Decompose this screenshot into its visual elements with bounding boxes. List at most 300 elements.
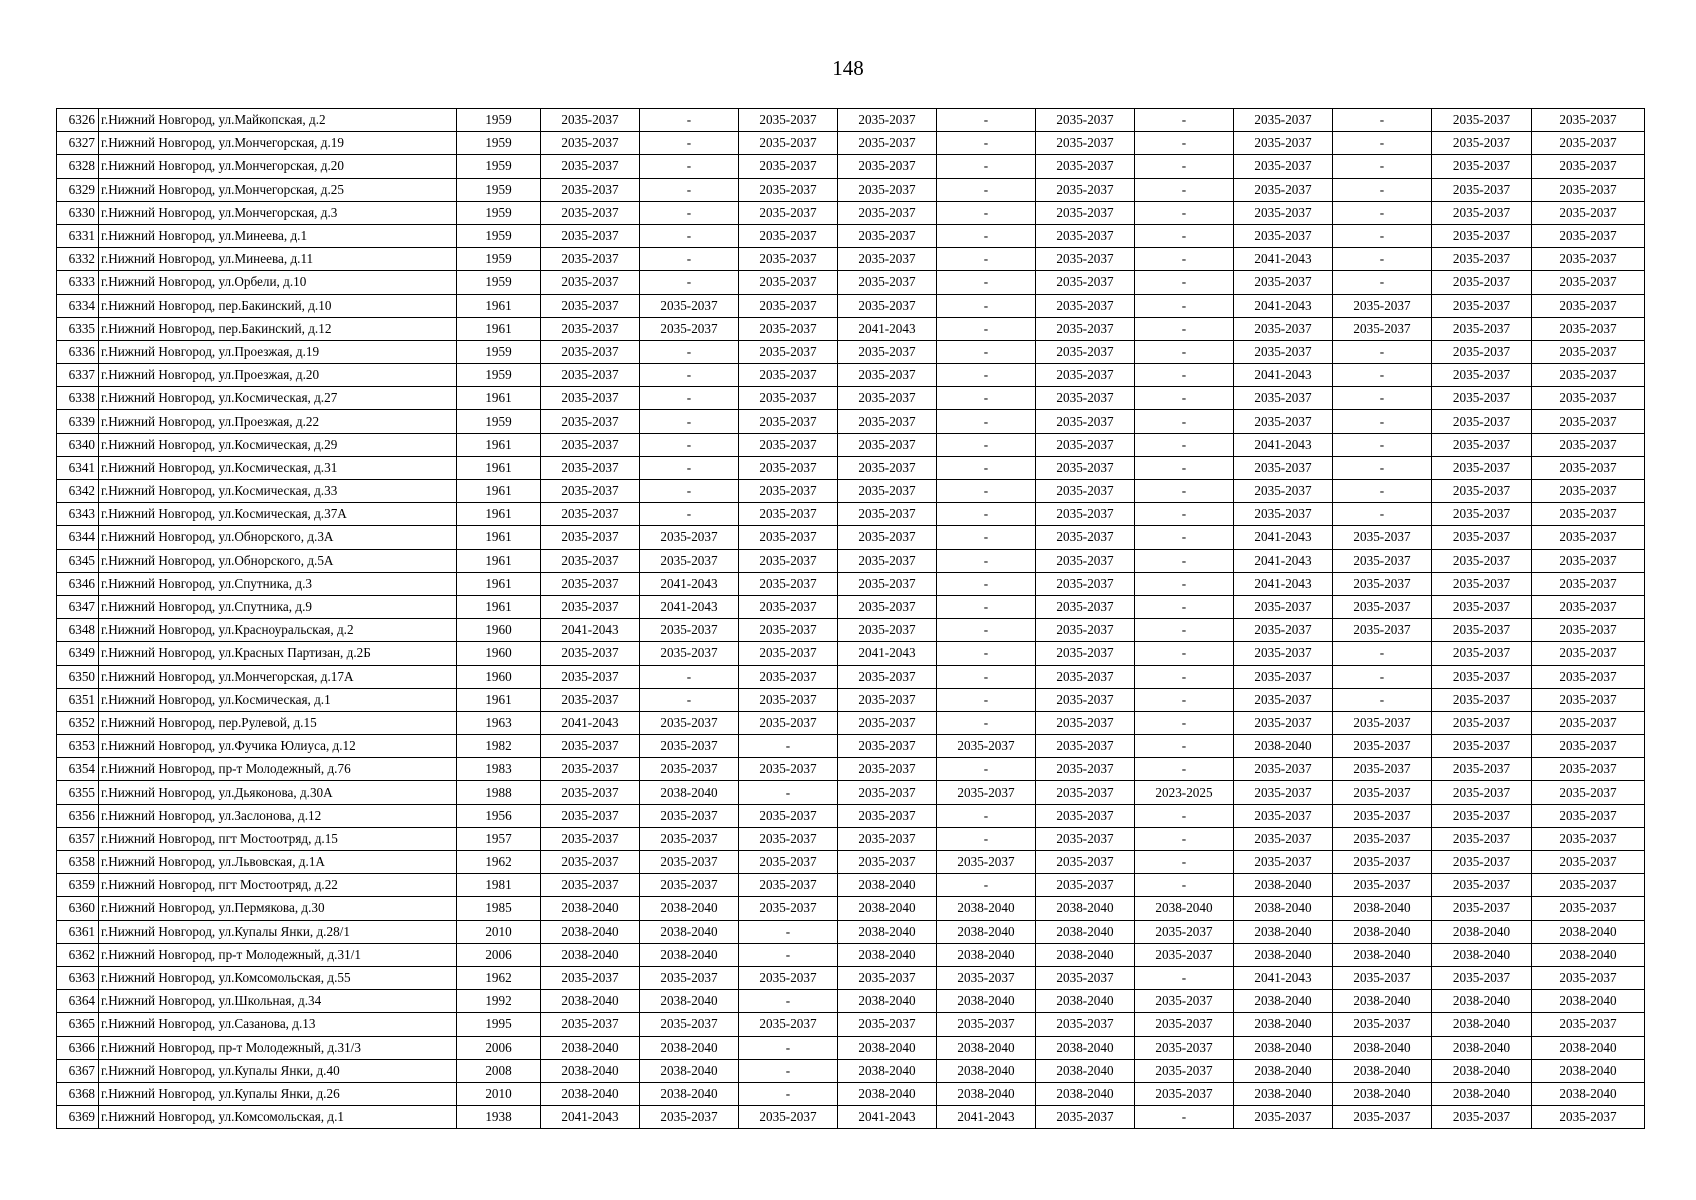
cell-row-number: 6357 xyxy=(57,827,99,850)
cell-row-number: 6336 xyxy=(57,340,99,363)
cell-term-11: 2035-2037 xyxy=(1532,201,1645,224)
cell-row-number: 6354 xyxy=(57,758,99,781)
cell-term-7: - xyxy=(1135,572,1234,595)
cell-term-4: 2038-2040 xyxy=(838,897,937,920)
cell-build-year: 1961 xyxy=(457,526,541,549)
cell-term-4: 2035-2037 xyxy=(838,201,937,224)
cell-term-1: 2035-2037 xyxy=(541,735,640,758)
cell-term-9: 2035-2037 xyxy=(1333,781,1432,804)
cell-term-1: 2041-2043 xyxy=(541,619,640,642)
cell-term-7: - xyxy=(1135,665,1234,688)
cell-term-5: - xyxy=(937,503,1036,526)
cell-term-2: 2035-2037 xyxy=(640,317,739,340)
cell-term-2: - xyxy=(640,387,739,410)
cell-term-10: 2035-2037 xyxy=(1432,387,1532,410)
cell-term-8: 2035-2037 xyxy=(1234,758,1333,781)
cell-term-4: 2035-2037 xyxy=(838,851,937,874)
cell-row-number: 6337 xyxy=(57,364,99,387)
cell-term-6: 2035-2037 xyxy=(1036,178,1135,201)
cell-address: г.Нижний Новгород, ул.Мончегорская, д.20 xyxy=(99,155,457,178)
cell-term-10: 2035-2037 xyxy=(1432,804,1532,827)
cell-term-7: - xyxy=(1135,178,1234,201)
cell-term-11: 2035-2037 xyxy=(1532,1013,1645,1036)
cell-term-8: 2038-2040 xyxy=(1234,1059,1333,1082)
cell-term-7: - xyxy=(1135,1106,1234,1129)
cell-term-10: 2035-2037 xyxy=(1432,224,1532,247)
cell-term-6: 2035-2037 xyxy=(1036,1106,1135,1129)
cell-term-7: - xyxy=(1135,804,1234,827)
cell-row-number: 6362 xyxy=(57,943,99,966)
cell-term-2: - xyxy=(640,201,739,224)
cell-term-5: - xyxy=(937,758,1036,781)
cell-term-6: 2035-2037 xyxy=(1036,480,1135,503)
cell-row-number: 6364 xyxy=(57,990,99,1013)
cell-term-11: 2035-2037 xyxy=(1532,1106,1645,1129)
cell-build-year: 1961 xyxy=(457,549,541,572)
cell-term-10: 2035-2037 xyxy=(1432,595,1532,618)
cell-term-5: - xyxy=(937,248,1036,271)
table-row xyxy=(57,387,1645,410)
cell-address: г.Нижний Новгород, пер.Рулевой, д.15 xyxy=(99,711,457,734)
cell-term-2: - xyxy=(640,456,739,479)
cell-term-11: 2035-2037 xyxy=(1532,595,1645,618)
cell-term-4: 2035-2037 xyxy=(838,572,937,595)
cell-term-1: 2035-2037 xyxy=(541,271,640,294)
cell-term-5: - xyxy=(937,387,1036,410)
cell-term-10: 2035-2037 xyxy=(1432,433,1532,456)
table-row xyxy=(57,317,1645,340)
cell-term-2: - xyxy=(640,271,739,294)
cell-term-11: 2035-2037 xyxy=(1532,688,1645,711)
cell-term-8: 2035-2037 xyxy=(1234,619,1333,642)
cell-term-8: 2038-2040 xyxy=(1234,874,1333,897)
table-row xyxy=(57,410,1645,433)
cell-term-6: 2035-2037 xyxy=(1036,248,1135,271)
cell-term-1: 2035-2037 xyxy=(541,781,640,804)
cell-term-8: 2041-2043 xyxy=(1234,966,1333,989)
cell-term-8: 2041-2043 xyxy=(1234,364,1333,387)
cell-term-8: 2038-2040 xyxy=(1234,1036,1333,1059)
cell-term-5: - xyxy=(937,595,1036,618)
cell-term-2: 2038-2040 xyxy=(640,943,739,966)
cell-term-5: 2041-2043 xyxy=(937,1106,1036,1129)
cell-term-7: 2035-2037 xyxy=(1135,943,1234,966)
cell-address: г.Нижний Новгород, ул.Обнорского, д.5А xyxy=(99,549,457,572)
cell-term-3: 2035-2037 xyxy=(739,758,838,781)
table-row xyxy=(57,572,1645,595)
cell-build-year: 1961 xyxy=(457,456,541,479)
cell-term-6: 2038-2040 xyxy=(1036,1082,1135,1105)
cell-term-11: 2035-2037 xyxy=(1532,572,1645,595)
cell-term-8: 2035-2037 xyxy=(1234,410,1333,433)
cell-term-4: 2035-2037 xyxy=(838,966,937,989)
cell-build-year: 1961 xyxy=(457,387,541,410)
cell-term-8: 2035-2037 xyxy=(1234,201,1333,224)
cell-term-8: 2035-2037 xyxy=(1234,827,1333,850)
cell-address: г.Нижний Новгород, ул.Проезжая, д.19 xyxy=(99,340,457,363)
cell-term-11: 2038-2040 xyxy=(1532,990,1645,1013)
cell-term-2: 2035-2037 xyxy=(640,851,739,874)
cell-term-10: 2035-2037 xyxy=(1432,1106,1532,1129)
buildings-table xyxy=(56,108,1645,1129)
cell-address: г.Нижний Новгород, ул.Проезжая, д.20 xyxy=(99,364,457,387)
cell-term-10: 2038-2040 xyxy=(1432,920,1532,943)
cell-row-number: 6346 xyxy=(57,572,99,595)
cell-term-1: 2038-2040 xyxy=(541,1082,640,1105)
cell-term-10: 2035-2037 xyxy=(1432,572,1532,595)
cell-address: г.Нижний Новгород, ул.Космическая, д.37А xyxy=(99,503,457,526)
cell-term-7: - xyxy=(1135,201,1234,224)
cell-address: г.Нижний Новгород, ул.Пермякова, д.30 xyxy=(99,897,457,920)
cell-term-2: 2041-2043 xyxy=(640,595,739,618)
cell-row-number: 6329 xyxy=(57,178,99,201)
cell-address: г.Нижний Новгород, ул.Мончегорская, д.17А xyxy=(99,665,457,688)
cell-term-2: - xyxy=(640,665,739,688)
cell-address: г.Нижний Новгород, ул.Майкопская, д.2 xyxy=(99,109,457,132)
cell-build-year: 1959 xyxy=(457,178,541,201)
cell-row-number: 6347 xyxy=(57,595,99,618)
cell-term-2: 2035-2037 xyxy=(640,526,739,549)
cell-term-3: - xyxy=(739,1082,838,1105)
cell-term-1: 2038-2040 xyxy=(541,897,640,920)
table-row xyxy=(57,456,1645,479)
cell-term-11: 2035-2037 xyxy=(1532,155,1645,178)
cell-row-number: 6326 xyxy=(57,109,99,132)
cell-term-8: 2035-2037 xyxy=(1234,271,1333,294)
cell-term-5: - xyxy=(937,526,1036,549)
cell-address: г.Нижний Новгород, пр-т Молодежный, д.31/1 xyxy=(99,943,457,966)
cell-term-4: 2038-2040 xyxy=(838,920,937,943)
cell-address: г.Нижний Новгород, ул.Купалы Янки, д.26 xyxy=(99,1082,457,1105)
cell-term-11: 2035-2037 xyxy=(1532,665,1645,688)
cell-term-2: - xyxy=(640,503,739,526)
cell-term-4: 2035-2037 xyxy=(838,665,937,688)
cell-term-1: 2041-2043 xyxy=(541,1106,640,1129)
cell-term-11: 2035-2037 xyxy=(1532,294,1645,317)
cell-term-7: - xyxy=(1135,735,1234,758)
cell-term-10: 2035-2037 xyxy=(1432,132,1532,155)
cell-term-9: 2038-2040 xyxy=(1333,990,1432,1013)
cell-term-1: 2035-2037 xyxy=(541,549,640,572)
cell-build-year: 2010 xyxy=(457,920,541,943)
cell-term-5: 2035-2037 xyxy=(937,735,1036,758)
cell-row-number: 6359 xyxy=(57,874,99,897)
cell-build-year: 1961 xyxy=(457,480,541,503)
cell-term-2: 2035-2037 xyxy=(640,1013,739,1036)
cell-term-11: 2035-2037 xyxy=(1532,642,1645,665)
cell-row-number: 6366 xyxy=(57,1036,99,1059)
cell-term-8: 2035-2037 xyxy=(1234,711,1333,734)
cell-term-10: 2038-2040 xyxy=(1432,943,1532,966)
cell-row-number: 6352 xyxy=(57,711,99,734)
cell-term-11: 2035-2037 xyxy=(1532,224,1645,247)
cell-term-4: 2038-2040 xyxy=(838,1036,937,1059)
cell-term-8: 2035-2037 xyxy=(1234,503,1333,526)
cell-term-4: 2035-2037 xyxy=(838,526,937,549)
cell-term-6: 2038-2040 xyxy=(1036,920,1135,943)
cell-term-5: - xyxy=(937,456,1036,479)
cell-term-2: - xyxy=(640,433,739,456)
cell-address: г.Нижний Новгород, ул.Львовская, д.1А xyxy=(99,851,457,874)
cell-row-number: 6327 xyxy=(57,132,99,155)
cell-term-2: 2035-2037 xyxy=(640,966,739,989)
cell-term-11: 2035-2037 xyxy=(1532,758,1645,781)
cell-term-5: 2035-2037 xyxy=(937,1013,1036,1036)
cell-term-3: - xyxy=(739,920,838,943)
cell-term-5: - xyxy=(937,155,1036,178)
cell-term-10: 2035-2037 xyxy=(1432,248,1532,271)
cell-build-year: 1959 xyxy=(457,271,541,294)
cell-address: г.Нижний Новгород, ул.Обнорского, д.3А xyxy=(99,526,457,549)
cell-term-5: - xyxy=(937,572,1036,595)
table-row xyxy=(57,943,1645,966)
cell-term-1: 2035-2037 xyxy=(541,201,640,224)
cell-row-number: 6344 xyxy=(57,526,99,549)
cell-term-3: 2035-2037 xyxy=(739,248,838,271)
cell-term-1: 2035-2037 xyxy=(541,642,640,665)
table-row xyxy=(57,480,1645,503)
cell-term-8: 2035-2037 xyxy=(1234,132,1333,155)
cell-term-8: 2041-2043 xyxy=(1234,294,1333,317)
cell-term-8: 2035-2037 xyxy=(1234,642,1333,665)
cell-term-9: 2035-2037 xyxy=(1333,851,1432,874)
cell-term-3: 2035-2037 xyxy=(739,827,838,850)
cell-term-10: 2035-2037 xyxy=(1432,688,1532,711)
cell-row-number: 6340 xyxy=(57,433,99,456)
cell-term-2: 2035-2037 xyxy=(640,549,739,572)
cell-term-2: 2038-2040 xyxy=(640,1082,739,1105)
cell-term-7: - xyxy=(1135,387,1234,410)
cell-term-7: - xyxy=(1135,966,1234,989)
cell-term-9: - xyxy=(1333,155,1432,178)
cell-build-year: 1959 xyxy=(457,224,541,247)
cell-term-3: 2035-2037 xyxy=(739,109,838,132)
cell-term-7: - xyxy=(1135,317,1234,340)
cell-address: г.Нижний Новгород, пер.Бакинский, д.10 xyxy=(99,294,457,317)
cell-term-4: 2038-2040 xyxy=(838,1059,937,1082)
cell-row-number: 6342 xyxy=(57,480,99,503)
cell-row-number: 6335 xyxy=(57,317,99,340)
table-body xyxy=(57,109,1645,1129)
cell-row-number: 6338 xyxy=(57,387,99,410)
cell-term-1: 2035-2037 xyxy=(541,595,640,618)
cell-term-10: 2035-2037 xyxy=(1432,294,1532,317)
cell-term-2: 2035-2037 xyxy=(640,642,739,665)
cell-term-11: 2035-2037 xyxy=(1532,735,1645,758)
cell-term-3: 2035-2037 xyxy=(739,851,838,874)
cell-build-year: 1959 xyxy=(457,109,541,132)
cell-term-1: 2041-2043 xyxy=(541,711,640,734)
table-row xyxy=(57,642,1645,665)
cell-term-1: 2035-2037 xyxy=(541,317,640,340)
cell-address: г.Нижний Новгород, ул.Школьная, д.34 xyxy=(99,990,457,1013)
cell-term-1: 2035-2037 xyxy=(541,503,640,526)
cell-term-10: 2035-2037 xyxy=(1432,758,1532,781)
cell-row-number: 6349 xyxy=(57,642,99,665)
cell-term-8: 2035-2037 xyxy=(1234,317,1333,340)
cell-build-year: 1959 xyxy=(457,364,541,387)
cell-row-number: 6360 xyxy=(57,897,99,920)
cell-term-4: 2035-2037 xyxy=(838,294,937,317)
cell-term-3: 2035-2037 xyxy=(739,549,838,572)
cell-term-1: 2035-2037 xyxy=(541,109,640,132)
cell-row-number: 6361 xyxy=(57,920,99,943)
cell-term-4: 2035-2037 xyxy=(838,688,937,711)
cell-term-3: 2035-2037 xyxy=(739,224,838,247)
cell-term-1: 2038-2040 xyxy=(541,990,640,1013)
table-row xyxy=(57,711,1645,734)
cell-address: г.Нижний Новгород, ул.Космическая, д.1 xyxy=(99,688,457,711)
cell-term-7: - xyxy=(1135,224,1234,247)
cell-build-year: 1959 xyxy=(457,201,541,224)
cell-term-6: 2035-2037 xyxy=(1036,340,1135,363)
cell-build-year: 1961 xyxy=(457,294,541,317)
cell-term-8: 2041-2043 xyxy=(1234,572,1333,595)
cell-address: г.Нижний Новгород, ул.Проезжая, д.22 xyxy=(99,410,457,433)
cell-term-7: - xyxy=(1135,364,1234,387)
cell-term-8: 2035-2037 xyxy=(1234,387,1333,410)
cell-term-1: 2035-2037 xyxy=(541,410,640,433)
cell-term-6: 2035-2037 xyxy=(1036,781,1135,804)
cell-term-7: - xyxy=(1135,711,1234,734)
cell-term-2: 2038-2040 xyxy=(640,781,739,804)
cell-term-10: 2035-2037 xyxy=(1432,549,1532,572)
cell-address: г.Нижний Новгород, ул.Космическая, д.29 xyxy=(99,433,457,456)
cell-term-7: - xyxy=(1135,642,1234,665)
table-row xyxy=(57,758,1645,781)
cell-row-number: 6341 xyxy=(57,456,99,479)
cell-term-3: 2035-2037 xyxy=(739,595,838,618)
cell-term-8: 2038-2040 xyxy=(1234,735,1333,758)
cell-term-7: - xyxy=(1135,503,1234,526)
cell-term-11: 2038-2040 xyxy=(1532,1059,1645,1082)
cell-term-9: 2035-2037 xyxy=(1333,758,1432,781)
cell-term-11: 2035-2037 xyxy=(1532,317,1645,340)
cell-address: г.Нижний Новгород, ул.Красноуральская, д.2 xyxy=(99,619,457,642)
cell-term-6: 2035-2037 xyxy=(1036,874,1135,897)
cell-term-2: - xyxy=(640,248,739,271)
cell-term-8: 2035-2037 xyxy=(1234,688,1333,711)
cell-address: г.Нижний Новгород, ул.Космическая, д.27 xyxy=(99,387,457,410)
cell-term-11: 2035-2037 xyxy=(1532,619,1645,642)
cell-address: г.Нижний Новгород, ул.Фучика Юлиуса, д.12 xyxy=(99,735,457,758)
cell-row-number: 6332 xyxy=(57,248,99,271)
cell-term-1: 2035-2037 xyxy=(541,132,640,155)
cell-term-2: - xyxy=(640,155,739,178)
cell-address: г.Нижний Новгород, пер.Бакинский, д.12 xyxy=(99,317,457,340)
cell-term-5: 2038-2040 xyxy=(937,990,1036,1013)
cell-term-7: - xyxy=(1135,271,1234,294)
cell-term-7: - xyxy=(1135,874,1234,897)
cell-term-9: 2035-2037 xyxy=(1333,317,1432,340)
cell-term-4: 2041-2043 xyxy=(838,317,937,340)
cell-term-4: 2035-2037 xyxy=(838,456,937,479)
cell-term-11: 2035-2037 xyxy=(1532,271,1645,294)
cell-row-number: 6356 xyxy=(57,804,99,827)
cell-term-8: 2035-2037 xyxy=(1234,804,1333,827)
cell-term-8: 2035-2037 xyxy=(1234,781,1333,804)
cell-row-number: 6353 xyxy=(57,735,99,758)
cell-address: г.Нижний Новгород, ул.Красных Партизан, д.2Б xyxy=(99,642,457,665)
cell-term-10: 2038-2040 xyxy=(1432,990,1532,1013)
cell-term-3: - xyxy=(739,781,838,804)
cell-term-4: 2035-2037 xyxy=(838,781,937,804)
cell-term-1: 2035-2037 xyxy=(541,178,640,201)
cell-address: г.Нижний Новгород, ул.Спутника, д.3 xyxy=(99,572,457,595)
table-row xyxy=(57,1059,1645,1082)
cell-term-6: 2035-2037 xyxy=(1036,665,1135,688)
cell-term-11: 2035-2037 xyxy=(1532,711,1645,734)
cell-term-9: - xyxy=(1333,364,1432,387)
cell-term-10: 2038-2040 xyxy=(1432,1082,1532,1105)
cell-term-6: 2035-2037 xyxy=(1036,271,1135,294)
cell-term-10: 2035-2037 xyxy=(1432,874,1532,897)
cell-row-number: 6355 xyxy=(57,781,99,804)
cell-term-3: 2035-2037 xyxy=(739,387,838,410)
cell-term-5: - xyxy=(937,271,1036,294)
cell-term-10: 2035-2037 xyxy=(1432,364,1532,387)
cell-build-year: 1961 xyxy=(457,503,541,526)
cell-term-3: 2035-2037 xyxy=(739,1013,838,1036)
table-row xyxy=(57,827,1645,850)
cell-term-2: 2035-2037 xyxy=(640,874,739,897)
cell-term-6: 2035-2037 xyxy=(1036,827,1135,850)
cell-build-year: 2006 xyxy=(457,943,541,966)
table-row xyxy=(57,851,1645,874)
cell-term-11: 2038-2040 xyxy=(1532,1082,1645,1105)
cell-term-11: 2035-2037 xyxy=(1532,966,1645,989)
cell-term-9: - xyxy=(1333,224,1432,247)
cell-term-3: - xyxy=(739,990,838,1013)
cell-term-11: 2035-2037 xyxy=(1532,503,1645,526)
cell-term-6: 2035-2037 xyxy=(1036,526,1135,549)
cell-term-7: - xyxy=(1135,758,1234,781)
cell-row-number: 6367 xyxy=(57,1059,99,1082)
cell-build-year: 1959 xyxy=(457,248,541,271)
cell-term-1: 2035-2037 xyxy=(541,966,640,989)
cell-build-year: 1962 xyxy=(457,851,541,874)
cell-term-9: 2038-2040 xyxy=(1333,1082,1432,1105)
cell-term-8: 2035-2037 xyxy=(1234,224,1333,247)
cell-term-7: - xyxy=(1135,433,1234,456)
cell-term-9: - xyxy=(1333,271,1432,294)
cell-term-1: 2035-2037 xyxy=(541,387,640,410)
cell-term-6: 2038-2040 xyxy=(1036,897,1135,920)
cell-term-6: 2035-2037 xyxy=(1036,804,1135,827)
cell-build-year: 1959 xyxy=(457,155,541,178)
cell-term-4: 2035-2037 xyxy=(838,364,937,387)
cell-term-1: 2038-2040 xyxy=(541,1036,640,1059)
cell-term-3: 2035-2037 xyxy=(739,619,838,642)
table-row xyxy=(57,549,1645,572)
cell-term-11: 2035-2037 xyxy=(1532,549,1645,572)
cell-term-3: 2035-2037 xyxy=(739,1106,838,1129)
cell-build-year: 1961 xyxy=(457,572,541,595)
cell-term-2: 2035-2037 xyxy=(640,294,739,317)
cell-term-7: - xyxy=(1135,132,1234,155)
cell-term-1: 2035-2037 xyxy=(541,1013,640,1036)
cell-term-6: 2035-2037 xyxy=(1036,966,1135,989)
cell-term-9: - xyxy=(1333,410,1432,433)
cell-term-3: 2035-2037 xyxy=(739,340,838,363)
cell-build-year: 1961 xyxy=(457,688,541,711)
cell-term-8: 2038-2040 xyxy=(1234,1082,1333,1105)
cell-term-7: - xyxy=(1135,827,1234,850)
cell-address: г.Нижний Новгород, ул.Купалы Янки, д.40 xyxy=(99,1059,457,1082)
cell-term-1: 2035-2037 xyxy=(541,433,640,456)
cell-term-7: 2023-2025 xyxy=(1135,781,1234,804)
cell-term-5: - xyxy=(937,549,1036,572)
